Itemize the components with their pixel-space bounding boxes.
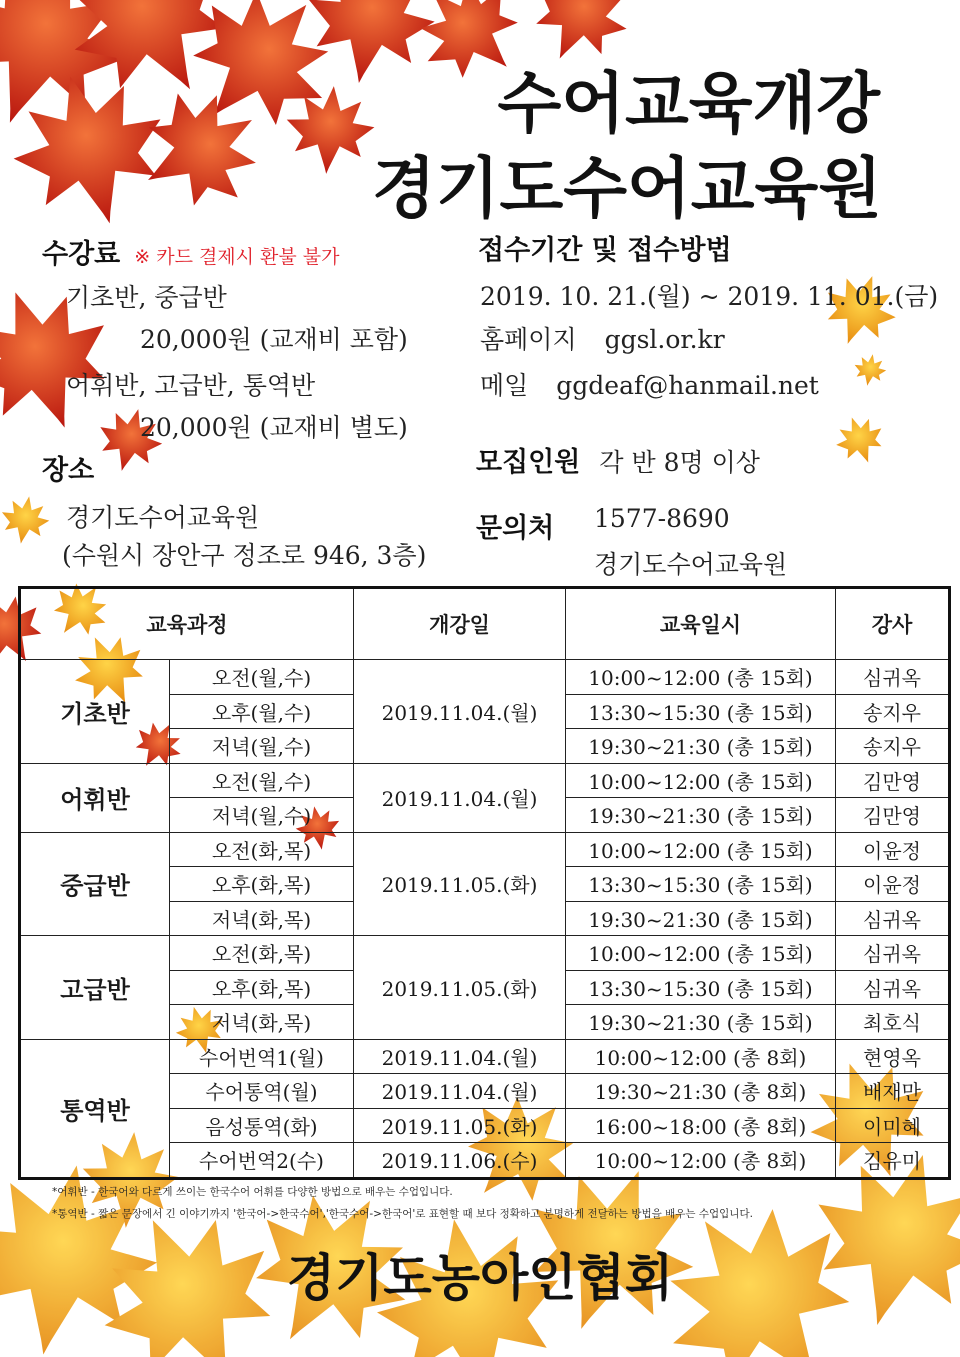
teacher-cell: 송지우	[836, 694, 950, 729]
fee-group1: 기초반, 중급반	[66, 283, 227, 312]
start-date-cell: 2019.11.04.(월)	[354, 1039, 566, 1074]
mail-row	[480, 366, 819, 402]
time-cell: 16:00~18:00 (총 8회)	[566, 1108, 836, 1143]
class-name: 어휘반	[20, 763, 170, 832]
time-cell: 13:30~15:30 (총 15회)	[566, 694, 836, 729]
time-cell: 19:30~21:30 (총 15회)	[566, 729, 836, 764]
footnote-interpretation: *통역반 - 짧은 문장에서 긴 이야기까지 '한국어->한국수어','한국수어->한국어'로 표현할 때 보다 정확하고 분명하게 전달하는 방법을 배우는 수업입니다.	[52, 1208, 753, 1220]
teacher-cell: 현영옥	[836, 1039, 950, 1074]
contact-org: 경기도수어교육원	[594, 550, 788, 579]
table-row	[20, 763, 950, 798]
session-cell: 저녁(화,목)	[170, 901, 354, 936]
teacher-cell: 김만영	[836, 763, 950, 798]
class-name: 기초반	[20, 660, 170, 764]
recruit-heading: 모집인원	[476, 447, 581, 478]
session-cell: 음성통역(화)	[170, 1108, 354, 1143]
homepage-label: 홈페이지	[480, 325, 577, 354]
fee-price1: 20,000원 (교재비 포함)	[140, 325, 408, 354]
time-cell: 10:00~12:00 (총 15회)	[566, 832, 836, 867]
start-date-cell: 2019.11.04.(월)	[354, 660, 566, 764]
table-row	[20, 1039, 950, 1074]
session-cell: 저녁(월,수)	[170, 798, 354, 833]
header-teacher: 강사	[836, 588, 950, 660]
fee-section	[42, 232, 340, 271]
session-cell: 오후(월,수)	[170, 694, 354, 729]
time-cell: 10:00~12:00 (총 8회)	[566, 1143, 836, 1179]
start-date-cell: 2019.11.06.(수)	[354, 1143, 566, 1179]
start-date-cell: 2019.11.05.(화)	[354, 832, 566, 936]
class-name: 중급반	[20, 832, 170, 936]
homepage-link[interactable]: ggsl.or.kr	[604, 325, 725, 354]
header-course: 교육과정	[20, 588, 354, 660]
start-date-cell: 2019.11.05.(화)	[354, 936, 566, 1040]
poster-title-line1: 수어교육개강	[497, 65, 880, 142]
contact-phone: 1577-8690	[594, 504, 730, 533]
teacher-cell: 심귀옥	[836, 901, 950, 936]
recruit-row	[476, 440, 760, 479]
teacher-cell: 이윤정	[836, 832, 950, 867]
table-header-row	[20, 588, 950, 660]
mail-label: 메일	[480, 371, 529, 400]
teacher-cell: 김유미	[836, 1143, 950, 1179]
class-name: 고급반	[20, 936, 170, 1040]
start-date-cell: 2019.11.05.(화)	[354, 1108, 566, 1143]
session-cell: 수어번역1(월)	[170, 1039, 354, 1074]
session-cell: 오후(화,목)	[170, 867, 354, 902]
registration-period: 2019. 10. 21.(월) ~ 2019. 11. 01.(금)	[480, 282, 939, 311]
table-row	[20, 660, 950, 695]
registration-heading: 접수기간 및 접수방법	[478, 235, 732, 266]
start-date-cell: 2019.11.04.(월)	[354, 763, 566, 832]
start-date-cell: 2019.11.04.(월)	[354, 1074, 566, 1109]
time-cell: 19:30~21:30 (총 15회)	[566, 901, 836, 936]
header-schedule: 교육일시	[566, 588, 836, 660]
time-cell: 10:00~12:00 (총 8회)	[566, 1039, 836, 1074]
schedule-table	[18, 586, 951, 1180]
footnote-vocab: *어휘반 - 한국어와 다르게 쓰이는 한국수어 어휘를 다양한 방법으로 배우는 수업입니다.	[52, 1186, 453, 1198]
class-name: 통역반	[20, 1039, 170, 1178]
fee-heading: 수강료	[42, 239, 121, 270]
teacher-cell: 심귀옥	[836, 660, 950, 695]
session-cell: 수어번역2(수)	[170, 1143, 354, 1179]
teacher-cell: 배재만	[836, 1074, 950, 1109]
time-cell: 10:00~12:00 (총 15회)	[566, 660, 836, 695]
fee-price2: 20,000원 (교재비 별도)	[140, 413, 408, 442]
table-row	[20, 936, 950, 971]
session-cell: 수어통역(월)	[170, 1074, 354, 1109]
session-cell: 오전(화,목)	[170, 936, 354, 971]
time-cell: 19:30~21:30 (총 15회)	[566, 798, 836, 833]
fee-group2: 어휘반, 고급반, 통역반	[66, 371, 316, 400]
mail-link[interactable]: ggdeaf@hanmail.net	[556, 371, 819, 400]
fee-note: ※ 카드 결제시 환불 불가	[134, 246, 340, 268]
recruit-value: 각 반 8명 이상	[599, 448, 760, 477]
time-cell: 13:30~15:30 (총 15회)	[566, 867, 836, 902]
time-cell: 19:30~21:30 (총 15회)	[566, 1005, 836, 1040]
teacher-cell: 송지우	[836, 729, 950, 764]
poster-title-line2: 경기도수어교육원	[371, 150, 882, 227]
time-cell: 13:30~15:30 (총 15회)	[566, 970, 836, 1005]
place-heading: 장소	[42, 455, 95, 486]
table-row	[20, 832, 950, 867]
session-cell: 오전(화,목)	[170, 832, 354, 867]
teacher-cell: 이윤정	[836, 867, 950, 902]
session-cell: 오전(월,수)	[170, 660, 354, 695]
place-name: 경기도수어교육원	[66, 503, 260, 532]
session-cell: 저녁(월,수)	[170, 729, 354, 764]
organizer-name: 경기도농아인협회	[286, 1249, 674, 1307]
teacher-cell: 이미혜	[836, 1108, 950, 1143]
session-cell: 오후(화,목)	[170, 970, 354, 1005]
teacher-cell: 최호식	[836, 1005, 950, 1040]
time-cell: 19:30~21:30 (총 8회)	[566, 1074, 836, 1109]
time-cell: 10:00~12:00 (총 15회)	[566, 936, 836, 971]
contact-heading: 문의처	[476, 513, 555, 544]
time-cell: 10:00~12:00 (총 15회)	[566, 763, 836, 798]
teacher-cell: 김만영	[836, 798, 950, 833]
session-cell: 오전(월,수)	[170, 763, 354, 798]
teacher-cell: 심귀옥	[836, 970, 950, 1005]
place-address: (수원시 장안구 정조로 946, 3층)	[62, 541, 427, 570]
session-cell: 저녁(화,목)	[170, 1005, 354, 1040]
teacher-cell: 심귀옥	[836, 936, 950, 971]
homepage-row	[480, 320, 725, 356]
header-start-date: 개강일	[354, 588, 566, 660]
